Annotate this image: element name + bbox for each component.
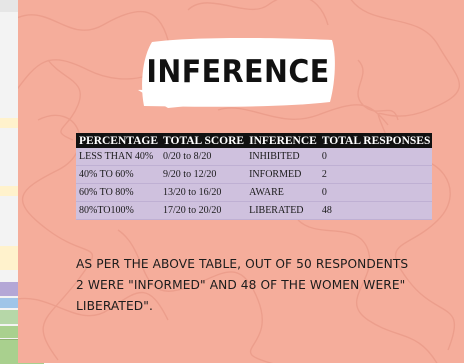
table-cell: 17/20 to 20/20: [163, 205, 222, 216]
table-header-row: [76, 133, 432, 148]
table-row: [76, 166, 432, 184]
sheet-cell-green[interactable]: [0, 310, 18, 324]
title-banner: [138, 36, 338, 110]
table-row: [76, 202, 432, 220]
conclusion-text: AS PER THE ABOVE TABLE, OUT OF 50 RESPONDENTS 2 WERE "INFORMED" AND 48 OF THE WOMEN WERE" LIBERATED".: [76, 257, 409, 313]
table-row: [76, 148, 432, 166]
slide-title: INFERENCE: [146, 54, 330, 90]
table-cell: 80%TO100%: [79, 205, 134, 216]
spreadsheet-window-edge: [0, 0, 19, 363]
table-row: [76, 184, 432, 202]
sheet-cell-purple[interactable]: [0, 298, 18, 308]
column-header: TOTAL RESPONSES: [321, 135, 431, 147]
sheet-cell-purple[interactable]: [0, 282, 18, 296]
table-cell: INFORMED: [249, 169, 302, 180]
table-cell: 0/20 to 8/20: [163, 151, 212, 162]
table-cell: 60% TO 80%: [79, 187, 134, 198]
column-header: PERCENTAGE: [79, 135, 159, 147]
table-cell: 40% TO 60%: [79, 169, 134, 180]
column-header: TOTAL SCORE: [163, 135, 245, 147]
table-cell: 2: [321, 169, 327, 180]
table-cell: AWARE: [249, 187, 284, 198]
sheet-column-header: [0, 0, 18, 12]
sheet-cell-green[interactable]: [0, 326, 18, 338]
sheet-cell-highlight[interactable]: [0, 246, 18, 270]
table-cell: LESS THAN 40%: [79, 151, 154, 162]
inference-table: [76, 133, 432, 220]
table-cell: 48: [321, 205, 332, 216]
presentation-slide: [18, 0, 464, 363]
table-cell: 13/20 to 16/20: [163, 187, 222, 198]
table-cell: 0: [321, 187, 327, 198]
table-cell: 9/20 to 12/20: [163, 169, 217, 180]
table-cell: 0: [321, 151, 327, 162]
table-cell: LIBERATED: [249, 205, 304, 216]
table-cell: INHIBITED: [249, 151, 300, 162]
column-header: INFERENCE: [249, 135, 317, 147]
sheet-cell-highlight[interactable]: [0, 118, 18, 128]
sheet-cell-highlight[interactable]: [0, 186, 18, 196]
